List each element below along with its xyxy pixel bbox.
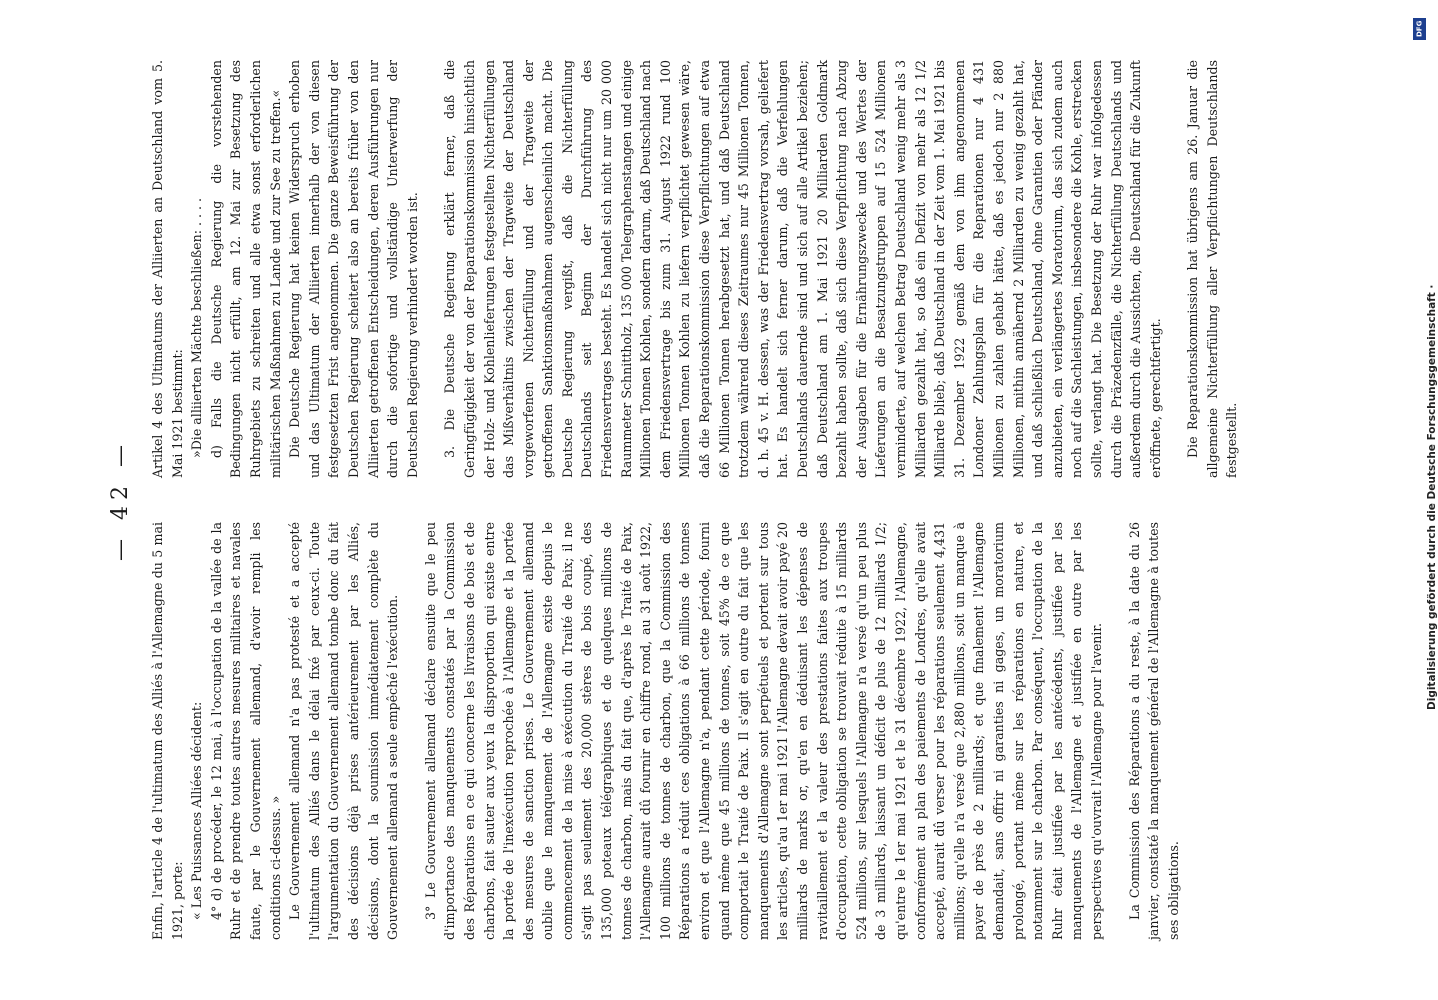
document-sheet bbox=[78, 60, 1318, 940]
german-column bbox=[148, 60, 1242, 478]
rotated-page bbox=[78, 0, 1398, 940]
digitization-credit bbox=[1410, 10, 1438, 990]
page-number: — 42 — bbox=[108, 439, 133, 561]
dfg-logo: DFG bbox=[1413, 18, 1426, 40]
french-paragraph-5: 3° Le Gouvernement allemand déclare ensuite que le peu d'importance des manquements constatés par la Commission des Réparations en ce qui concerne les livraisons de bois et de charbons, fait sauter aux yeux la disproportion qui existe entre la portée de l'inexécution reprochée à l'Allemagne et la portée des mesures de sanction prises. Le Gouvernement allemand oublie que le manquement de l'Allemagne existe depuis le commencement de la mise à exécution du Traité de Paix; il ne s'agit pas seulement des 20,000 stères de bois coupé, des 135,000 poteaux télégraphiques et de quelques millions de tonnes de charbon, mais du fait que, d'après le Traité de Paix, l'Allemagne aurait dû fournir en chiffre rond, au 31 août 1922, 100 millions de tonnes de charbon, que la Commission des Réparations a réduit ces obligations à 66 millions de tonnes environ et que l'Allemagne n'a, pendant cette période, fourni quand même que 45 millions de tonnes, soit 45% de ce que comportait le Traité de Paix. Il s'agit en outre du fait que les manquements d'Allemagne sont perpétuels et portent sur tous les articles, qu'au 1er mai 1921 l'Allemagne devait avoir payé 20 milliards de marks or, qu'en en déduisant les dépenses de ravitaillement et la valeur des prestations faites aux troupes d'occupation, cette obligation se trouvait réduite à 15 milliards 524 millions, sur lesquels l'Allemagne n'a versé qu'un peu plus de 3 milliards, laissant un déficit de plus de 12 milliards 1/2; qu'entre le 1er mai 1921 et le 31 décembre 1922, l'Allemagne, conformément au plan des paiements de Londres, qu'elle avait accepté, aurait dû verser pour les réparations seulement 4,431 millions; qu'elle n'a versé que 2,880 millions, soit un manque à payer de près de 2 milliards; et que finalement l'Allemagne demandait, sans offrir ni garanties ni gages, un moratorium prolongé, portant même sur les réparations en nature, et notamment sur le charbon. Par conséquent, l'occupation de la Ruhr était justifiée par les antécédents, justifiée par les manquements de l'Allemagne et justifiée en outre par les perspectives qu'ouvrait l'Allemagne pour l'avenir. bbox=[422, 522, 1104, 940]
german-paragraph-4: Die Deutsche Regierung hat keinen Widerspruch erhoben und das Ultimatum der Alliierten innerhalb der von diesen festgesetzten Frist angenommen. Die ganze Beweisführung der Deutschen Regierung scheitert also an bereits früher von den Alliierten getroffenen Entscheidungen, deren Ausführungen nur durch die sofortige und vollständige Unterwerfung der Deutschen Regierung verhindert worden ist. bbox=[287, 60, 420, 478]
german-paragraph-5: 3. Die Deutsche Regierung erklärt ferner, daß die Geringfügigkeit der von der Reparationskommission hinsichtlich der Holz- und Kohlenlieferungen festgestellten Nichterfüllungen das Mißverhältnis zwischen der Tragweite der Deutschland vorgeworfenen Nichterfüllung und der Tragweite der getroffenen Sanktionsmaßnahmen augenscheinlich macht. Die Deutsche Regierung vergißt, daß die Nichterfüllung Deutschlands seit Beginn der Durchführung des Friedensvertrages besteht. Es handelt sich nicht nur um 20 000 Raummeter Schnittholz, 135 000 Telegraphenstangen und einige Millionen Tonnen Kohlen, sondern darum, daß Deutschland nach dem Friedensvertrage bis zum 31. August 1922 rund 100 Millionen Tonnen Kohlen zu liefern verpflichtet gewesen wäre, daß die Reparationskommission diese Verpflichtungen auf etwa 66 Millionen Tonnen herabgesetzt hat, und daß Deutschland trotzdem während dieses Zeitraumes nur 45 Millionen Tonnen, d. h. 45 v. H. dessen, was der Friedensvertrag vorsah, geliefert hat. Es handelt sich ferner darum, daß die Verfehlungen Deutschlands dauernde sind und sich auf alle Artikel beziehen; daß Deutschland am 1. Mai 1921 20 Milliarden Goldmark bezahlt haben sollte, daß sich diese Verpflichtung nach Abzug der Ausgaben für die Ernährungszwecke und des Wertes der Lieferungen an die Besatzungstruppen auf 15 524 Millionen verminderte, auf welchen Betrag Deutschland wenig mehr als 3 Milliarden gezahlt hat, so daß ein Defizit von mehr als 12 1/2 Milliarde blieb; daß Deutschland in der Zeit vom 1. Mai 1921 bis 31. Dezember 1922 gemäß dem von ihm angenommenen Londoner Zahlungsplan für die Reparationen nur 4 431 Millionen zu zahlen gehabt hätte, daß es jedoch nur 2 880 Millionen, mithin annähernd 2 Milliarden zu wenig gezahlt hat, und daß schließlich Deutschland, ohne Garantien oder Pfänder anzubieten, ein verlängertes Moratorium, das sich zudem auch noch auf die Sachleistungen, insbesondere die Kohle, erstrecken sollte, verlangt hat. Die Besetzung der Ruhr war infolgedessen durch die Präzedenzfälle, die Nichterfüllung Deutschlands und außerdem durch die Aussichten, die Deutschland für die Zukunft eröffnete, gerechtfertigt. bbox=[442, 60, 1163, 478]
french-paragraph-4: Le Gouvernement allemand n'a pas protesté et a accepté l'ultimatum des Alliés dans le délai fixé par ceux-ci. Toute l'argumentation du Gouvernement allemand tombe donc du fait des décisions déjà prises antérieurement par les Alliés, décisions, dont la soumission immédiatement complète du Gouvernement allemand a seule empêché l'exécution. bbox=[287, 522, 401, 940]
german-paragraph-3: d) Falls die Deutsche Regierung die vorstehenden Bedingungen nicht erfüllt, am 12. Mai zur Besetzung des Ruhrgebiets zu schreiten und alle etwa sonst erforderlichen militärischen Maßnahmen zu Lande und zur See zu treffen.« bbox=[208, 60, 283, 478]
french-paragraph-6: La Commission des Réparations a du reste, à la date du 26 janvier, constaté la manquement général de l'Allemagne à toutes ses obligations. bbox=[1126, 522, 1181, 940]
french-paragraph-2: « Les Puissances Alliées décident: bbox=[189, 701, 205, 920]
credit-text: Digitalisierung gefördert durch die Deutsche Forschungsgemeinschaft · bbox=[1426, 284, 1438, 710]
german-paragraph-6: Die Reparationskommission hat übrigens am 26. Januar die allgemeine Nichterfüllung aller Verpflichtungen Deutschlands festgestellt. bbox=[1185, 60, 1240, 478]
text-columns bbox=[148, 60, 1242, 940]
french-paragraph-1: Enfin, l'article 4 de l'ultimatum des Alliés à l'Allemagne du 5 mai 1921, porte: bbox=[150, 522, 185, 940]
french-paragraph-3: 4° d) de procéder, le 12 mai, à l'occupation de la vallée de la Ruhr et de prendre toutes autres mesures militaires et navales faute, par le Gouvernement allemand, d'avoir rempli les conditions ci-dessus. » bbox=[208, 522, 283, 940]
german-paragraph-1: Artikel 4 des Ultimatums der Alliierten an Deutschland vom 5. Mai 1921 bestimmt: bbox=[150, 60, 185, 478]
german-paragraph-2: »Die alliierten Mächte beschließen: . . . . bbox=[189, 198, 205, 458]
french-column bbox=[148, 522, 1242, 940]
